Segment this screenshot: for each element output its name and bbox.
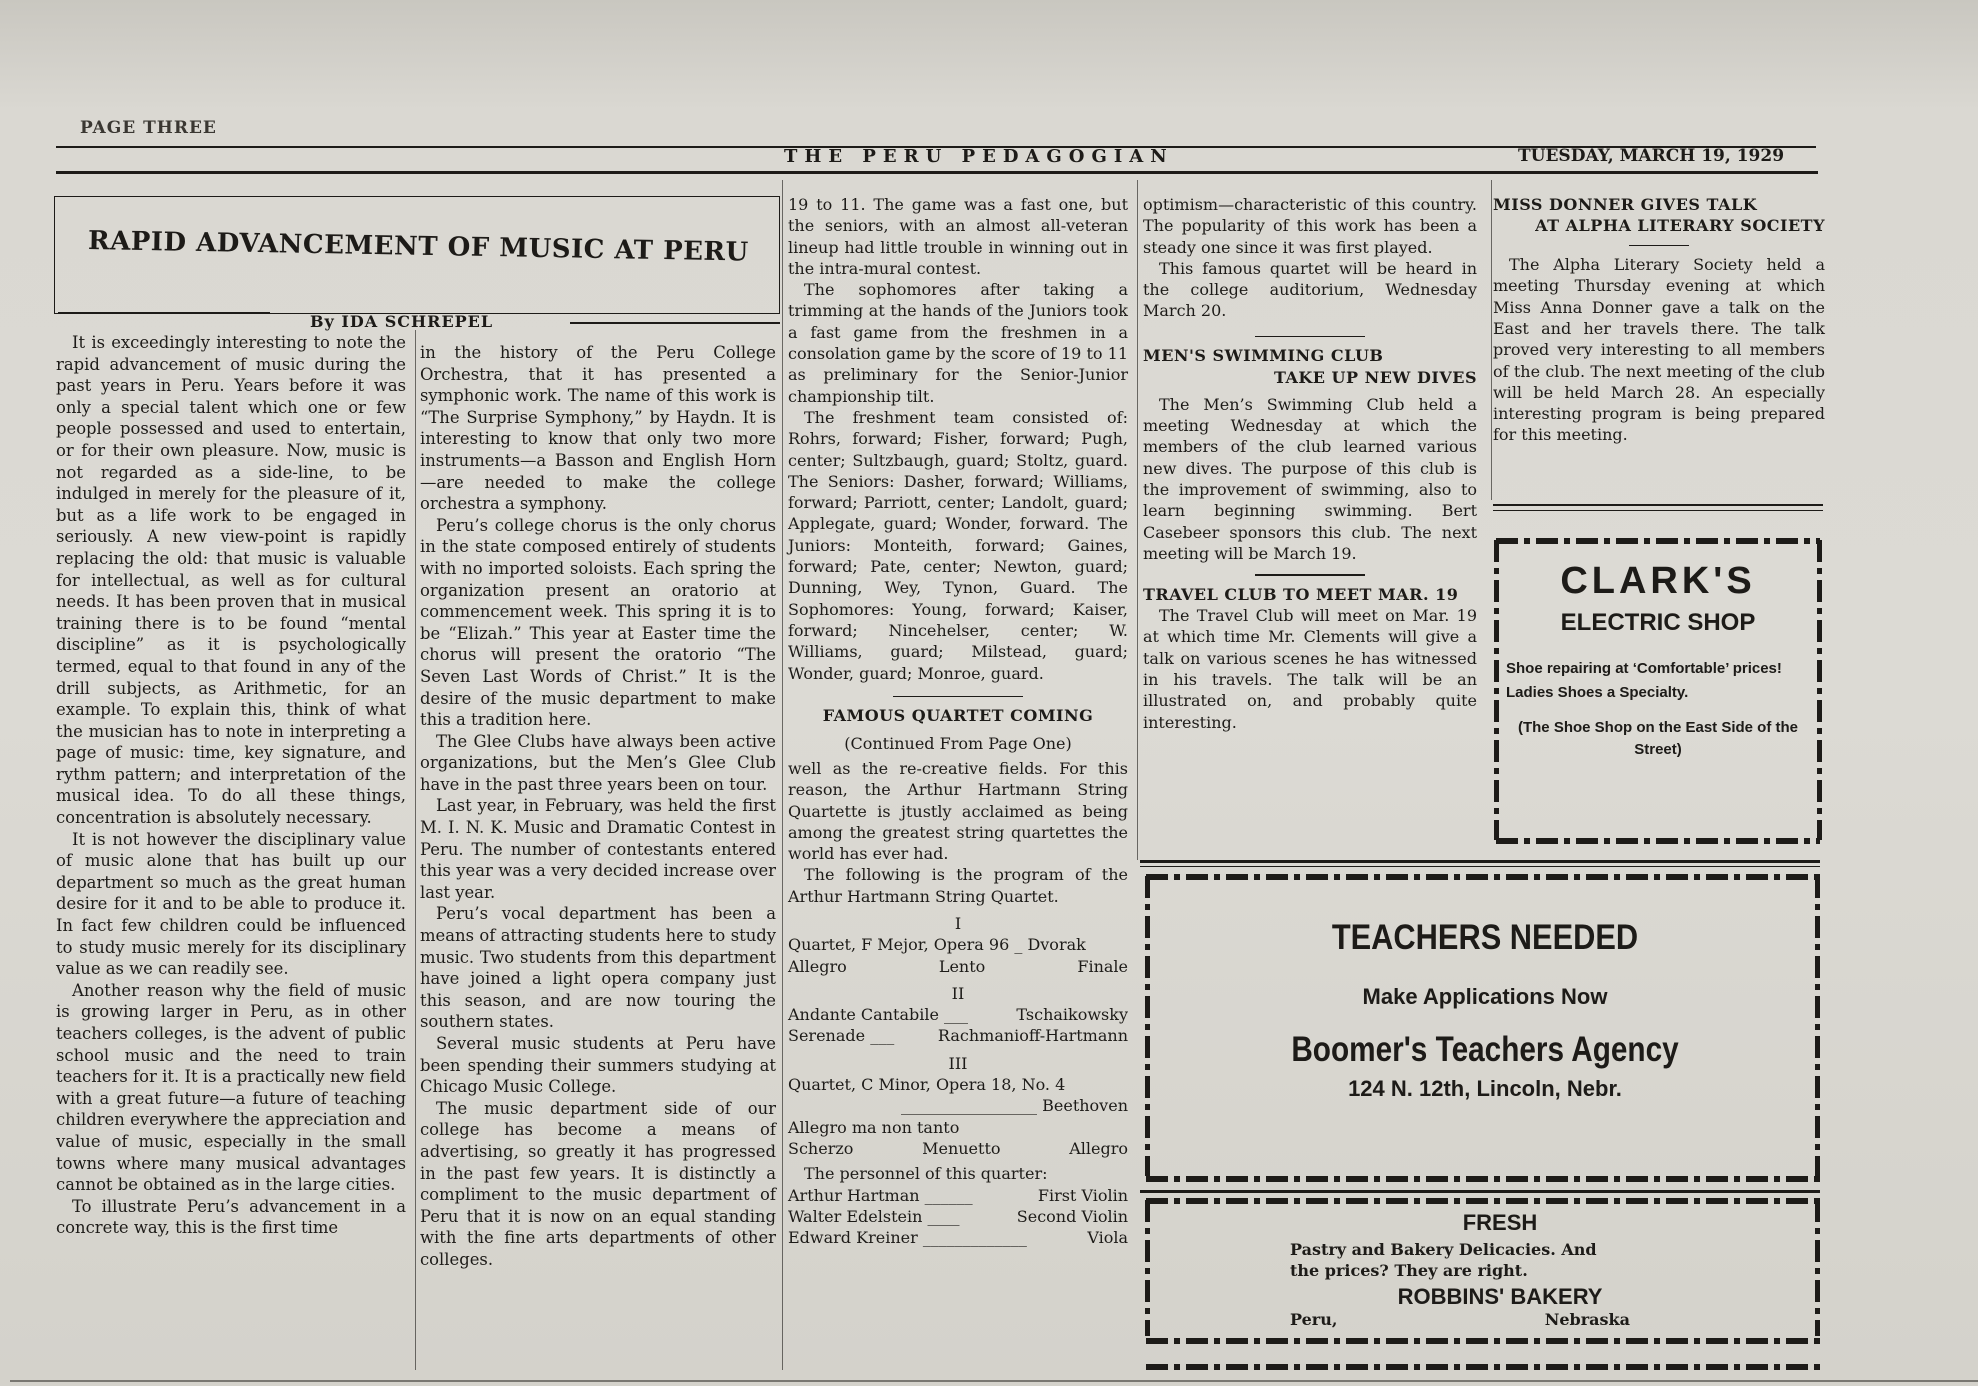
program-composer: Rachmanioff-Hartmann (937, 1026, 1128, 1046)
program-line (788, 1138, 1128, 1159)
ad-rule (1140, 866, 1820, 867)
personnel-name: Arthur Hartman ______ (788, 1185, 973, 1205)
continued-note: (Continued From Page One) (844, 733, 1072, 753)
paragraph: The Glee Clubs have always been active organizations, but the Men’s Glee Club have in the past three years been on tour. (420, 731, 776, 794)
dateline: TUESDAY, MARCH 19, 1929 (1518, 146, 1785, 166)
personnel-role: First Violin (1037, 1185, 1128, 1205)
paragraph: well as the re-creative fields. For this reason, the Arthur Hartmann String Quartette is jtustly acclaimed as being among the greatest string quartettes the world has ever had. (788, 758, 1128, 864)
paragraph: Another reason why the field of music is growing larger in Peru, as in other teachers colleges, is the advent of public school music and the need to train teachers for it. It is a practically new field with a great future—a future of teaching children everywhere the appreciation and value of music, especially in the small towns where many musical advantages cannot be obtained as in the large cities. (56, 980, 406, 1195)
donner-headline-1: MISS DONNER GIVES TALK (1493, 195, 1758, 214)
sports-quartet-col (788, 194, 1128, 1248)
program-line (788, 956, 1128, 977)
paragraph: in the history of the Peru College Orchestra, that it has presented a symphonic work. The name of this work is “The Surprise Symphony,” by Haydn. It is interesting to know that only two more instruments—a Basson and English Horn—are needed to make the college orchestra a symphony. (420, 343, 776, 514)
col5-rule (1493, 504, 1823, 506)
personnel-name: Edward Kreiner _____________ (788, 1228, 1027, 1248)
ad-border (1145, 1200, 1150, 1336)
article-headline: RAPID ADVANCEMENT OF MUSIC AT PERU (87, 226, 749, 268)
paragraph: Peru’s college chorus is the only chorus in the state composed entirely of students with no imported soloists. Each spring the organization present an oratorio at commencement week. This spring it is to be “Elizah.” This year at Easter time the chorus will present the oratorio “The Seven Last Words of Christ.” It is the desire of the music department to make this a tradition here. (420, 515, 776, 730)
bottom-rule (10, 1380, 1978, 1382)
ad-border (1815, 876, 1820, 1176)
music-article-col1 (56, 332, 406, 1239)
column-rule (782, 180, 783, 1370)
ad-rule (1140, 860, 1820, 863)
paragraph: Last year, in February, was held the first M. I. N. K. Music and Dramatic Contest in Peru. The number of contestants entered this year was a very decided increase over last year. (420, 796, 776, 902)
paragraph: The following is the program of the Arthur Hartmann String Quartet. (788, 865, 1128, 906)
program-line (788, 934, 1128, 955)
swim-headline-1: MEN'S SWIMMING CLUB (1143, 346, 1384, 366)
donner-headline-2: AT ALPHA LITERARY SOCIETY (1535, 216, 1825, 236)
paragraph: The personnel of this quarter: (804, 1164, 1048, 1184)
paragraph: To illustrate Peru’s advancement in a concrete way, this is the first time (56, 1196, 406, 1238)
personnel-row (788, 1227, 1128, 1248)
column-rule (1137, 180, 1138, 860)
program-line (788, 1074, 1128, 1095)
divider (893, 696, 1023, 698)
paragraph: 19 to 11. The game was a fast one, but the seniors, with an almost all-veteran lineup had little trouble in winning out in the intra-mural contest. (788, 195, 1128, 278)
music-article-col2 (420, 342, 776, 1271)
ad-border (1146, 874, 1820, 880)
col5-rule (1493, 510, 1823, 511)
program-piece: Andante Cantabile ___ (788, 1005, 969, 1025)
ad-border (1496, 838, 1820, 844)
program-section-2: II (951, 983, 965, 1003)
program-line (788, 1025, 1128, 1046)
personnel-role: Viola (1087, 1228, 1128, 1248)
program-section-3: III (948, 1053, 968, 1073)
column-rule (415, 330, 416, 1370)
paragraph: The Travel Club will meet on Mar. 19 at which time Mr. Clements will give a talk on various scenes he has witnessed in his travels. The talk will be an illustrated on, and probably quite interesting. (1143, 606, 1477, 732)
news-col4 (1143, 194, 1477, 733)
travel-headline: TRAVEL CLUB TO MEET MAR. 19 (1143, 584, 1459, 604)
paragraph: optimism—characteristic of this country. The popularity of this work has been a steady one since it was first played. (1143, 195, 1477, 257)
personnel-name: Walter Edelstein ____ (788, 1206, 960, 1226)
paragraph: Peru’s vocal department has been a means of attracting students here to study music. Two students from this department have joined a light opera company just this season, and are now touring the southern states. (420, 904, 776, 1032)
masthead: THE PERU PEDAGOGIAN (784, 146, 1174, 167)
paragraph: It is not however the disciplinary value of music alone that has built up our department so much as the great human desire for it and to be able to produce it. In fact few children could be influenced to study music merely for its disciplinary value as we can readily see. (56, 829, 406, 979)
header-rule-bottom (56, 171, 1818, 174)
ad-border (1815, 1200, 1820, 1336)
ad-border (1146, 1198, 1820, 1204)
teachers-title: TEACHERS NEEDED (1331, 918, 1639, 957)
column-rule (1491, 180, 1492, 500)
ad-rule (1140, 1190, 1820, 1193)
byline-rule-right (570, 322, 780, 324)
program-title: Quartet, C Minor, Opera 18, No. 4 (788, 1075, 1066, 1095)
ad-border (1146, 1364, 1820, 1370)
movement: Allegro ma non tanto (788, 1117, 960, 1137)
movement: Scherzo (788, 1138, 854, 1158)
byline: By IDA SCHREPEL (310, 312, 494, 331)
program-composer: Tschaikowsky (1016, 1005, 1128, 1025)
bakery-line2: the prices? They are right. (1290, 1261, 1528, 1280)
movement: Allegro (788, 956, 847, 976)
ad-border (1146, 1176, 1820, 1182)
bakery-title: FRESH (1462, 1210, 1538, 1235)
program-piece: Serenade ___ (788, 1026, 895, 1046)
program-composer: _________________ Beethoven (901, 1096, 1128, 1116)
bakery-line1: Pastry and Bakery Delicacies. And (1290, 1240, 1597, 1259)
ad-border (1496, 538, 1820, 544)
divider (1629, 245, 1689, 247)
ad-border (1145, 876, 1150, 1176)
ad-border (1817, 540, 1822, 840)
program-section-1: I (954, 914, 962, 933)
teachers-agency: Boomer's Teachers Agency (1291, 1030, 1679, 1069)
teachers-address: 124 N. 12th, Lincoln, Nebr. (1348, 1076, 1622, 1101)
ad-border (1146, 1338, 1820, 1344)
quartet-headline: FAMOUS QUARTET COMING (822, 706, 1094, 726)
byline-rule-left (58, 312, 270, 314)
movement: Lento (938, 956, 986, 976)
page-label: PAGE THREE (80, 118, 217, 138)
ad-border (1494, 540, 1499, 840)
bakery-location (1290, 1310, 1630, 1329)
personnel-row (788, 1185, 1128, 1206)
movement: Allegro (1069, 1138, 1128, 1158)
bakery-city: Peru, (1290, 1310, 1338, 1329)
bakery-name: ROBBINS' BAKERY (1397, 1284, 1603, 1309)
movement: Finale (1077, 956, 1128, 976)
clarks-sub: ELECTRIC SHOP (1560, 609, 1756, 636)
paragraph: This famous quartet will be heard in the college auditorium, Wednesday March 20. (1143, 258, 1477, 321)
paragraph: The sophomores after taking a trimming at the hands of the Juniors took a fast game from the freshmen in a consolation game by the score of 19 to 11 as preliminary for the Senior-Junior championship tilt. (788, 280, 1128, 406)
paragraph: It is exceedingly interesting to note the rapid advancement of music during the past years in Peru. Years before it was only a special talent which one or few people possessed and used to entertain, or for their own pleasure. Now, music is not regarded as a side-line, to be indulged in merely for the pleasure of it, but as a life work to be engaged in seriously. A new view-point is rapidly replacing the old: that music is valuable for intellectual, as well as for cultural needs. It has been proven that in musical training there is to be found “mental discipline” as it is psychologically termed, equal to that found in any of the drill subjects, as Arithmetic, for an example. To explain this, think of what the musician has to note in interpreting a page of music: time, key signature, and rythm pattern; and interpretation of the musical idea. To do all these things, concentration is absolutely necessary. (56, 333, 406, 828)
program-line (788, 1095, 1128, 1116)
news-col5 (1493, 194, 1825, 446)
personnel-row (788, 1206, 1128, 1227)
program-line (788, 1117, 1128, 1138)
clarks-ad (1506, 560, 1810, 830)
movement: Menuetto (922, 1138, 1001, 1158)
bakery-state: Nebraska (1544, 1310, 1630, 1329)
clarks-line1: Shoe repairing at ‘Comfortable’ prices! Ladies Shoes a Specialty. (1506, 660, 1782, 701)
teachers-ad (1160, 918, 1810, 1158)
paragraph: The music department side of our college has become a means of advertising, so greatly it has progressed in the past few years. It is distinctly a compliment to the music department of Peru that it is now on an equal standing with the fine arts departments of other colleges. (420, 1098, 776, 1269)
personnel-role: Second Violin (1016, 1206, 1128, 1226)
clarks-name: CLARK'S (1560, 560, 1756, 602)
program-line (788, 1004, 1128, 1025)
paragraph: The freshment team consisted of: Rohrs, forward; Fisher, forward; Pugh, center; Sultzbaugh, guard; Stoltz, guard. The Seniors: Dasher, forward; Williams, forward; Parriott, center; Landolt, guard; Applegate, guard; Wonder, forward. The Juniors: Monteith, forward; Gaines, forward; Pate, center; Newton, guard; Dunning, Wey, Tynon, Guard. The Sophomores: Young, forward; Kaiser, forward; Nincehelser, center; W. Williams, guard; Milstead, guard; Wonder, guard; Monroe, guard. (788, 407, 1128, 683)
teachers-sub: Make Applications Now (1362, 984, 1608, 1009)
paragraph: The Alpha Literary Society held a meeting Thursday evening at which Miss Anna Donner gave a talk on the East and her travels there. The talk proved very interesting to all members of the club. The next meeting of the club will be held March 28. An especially interesting program is being prepared for this meeting. (1493, 255, 1825, 445)
bakery-ad (1290, 1210, 1710, 1336)
divider (1255, 336, 1365, 338)
divider (1255, 574, 1365, 576)
paragraph: Several music students at Peru have been spending their summers studying at Chicago Music College. (420, 1034, 776, 1097)
program-title: Quartet, F Mejor, Opera 96 _ Dvorak (788, 935, 1086, 955)
swim-headline-2: TAKE UP NEW DIVES (1273, 367, 1477, 387)
clarks-line2: (The Shoe Shop on the East Side of the Street) (1517, 719, 1798, 758)
paragraph: The Men’s Swimming Club held a meeting Wednesday at which the members of the club learned various new dives. The purpose of this club is the improvement of swimming, also to learn beginning swimming. Bert Casebeer sponsors this club. The next meeting will be March 19. (1143, 394, 1477, 563)
